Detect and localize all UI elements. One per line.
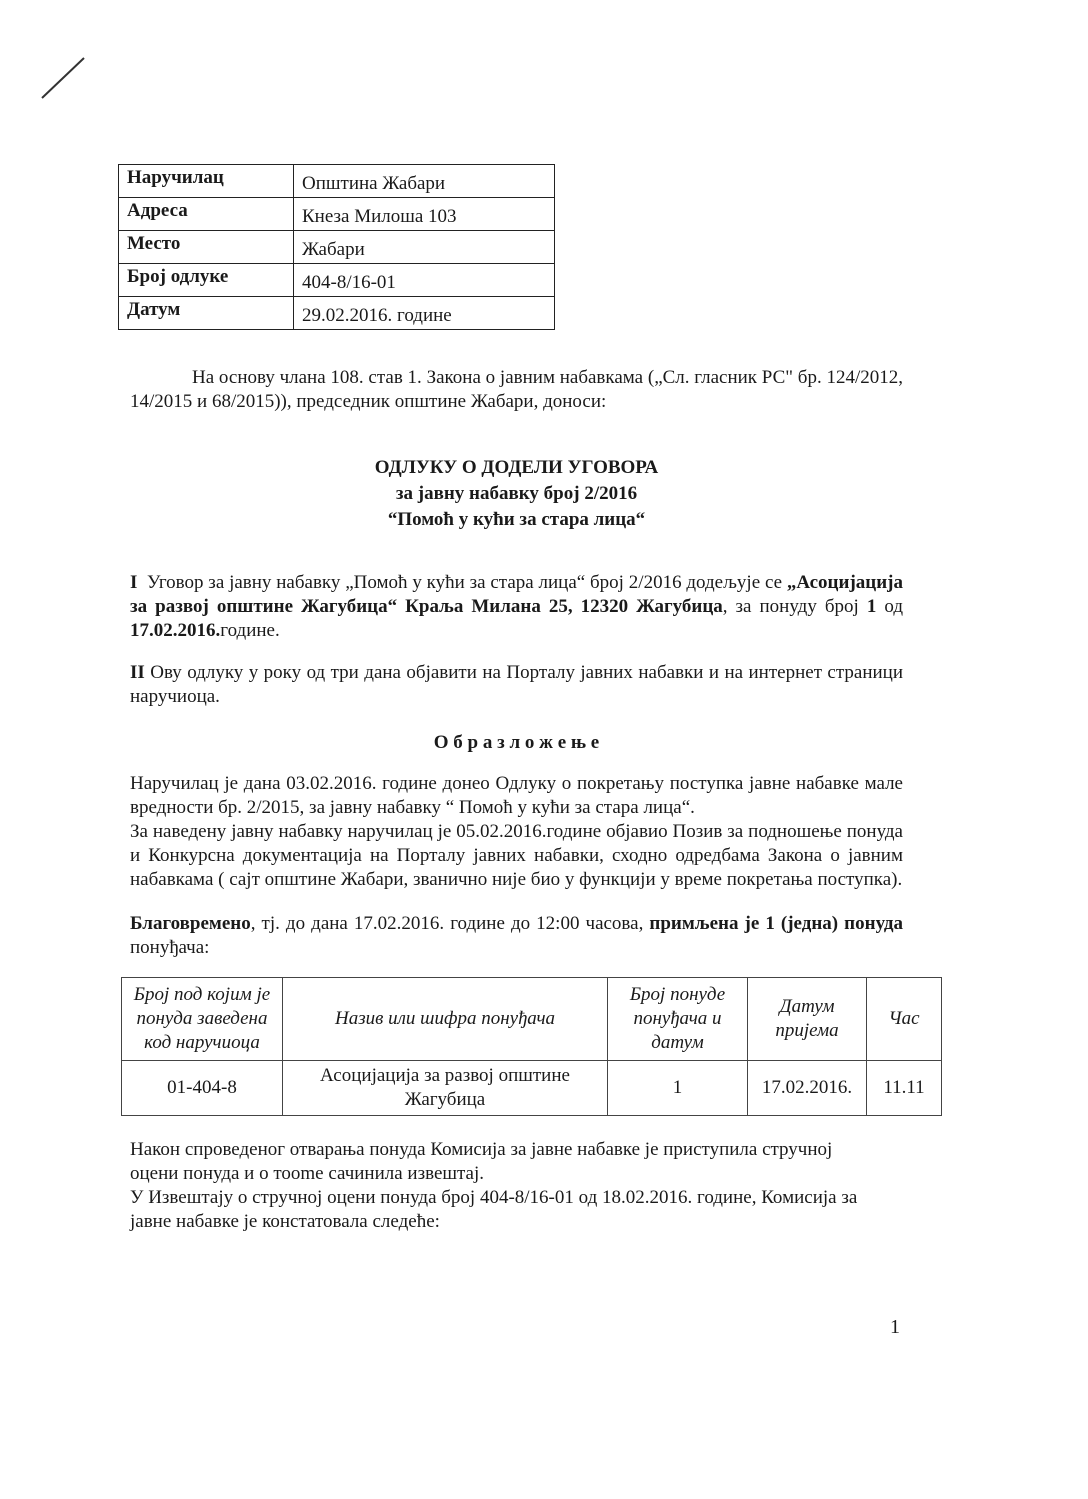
section-1-text: од (876, 596, 903, 617)
table-header-row (122, 978, 942, 1061)
value-cell: Кнеза Милоша 103 (294, 198, 555, 231)
page-number: 1 (890, 1316, 900, 1338)
section-1-paragraph (130, 571, 903, 643)
reasoning-text: понуђача: (130, 937, 210, 958)
section-2-paragraph (130, 661, 903, 709)
label-cell: Адреса (119, 198, 294, 231)
table-cell: 01-404-8 (122, 1061, 283, 1116)
decision-title (130, 455, 903, 533)
table-cell: 1 (608, 1061, 748, 1116)
offers-table (121, 977, 942, 1116)
title-line-2: за јавну набавку број 2/2016 (395, 483, 638, 504)
value-cell: Жабари (294, 231, 555, 264)
reasoning-bold: Благовремено (130, 913, 251, 934)
section-1-text: године. (220, 620, 280, 641)
table-cell: Асоцијација за развој општине Жагубица (283, 1061, 608, 1116)
section-1-number: I (130, 572, 138, 593)
reasoning-paragraph-1: Наручилац је дана 03.02.2016. године донео Одлуку о покретању поступка јавне набавке мале вредности бр. 2/2015, за јавну набавку “ Помоћ у кући за стара лица“. (130, 773, 903, 818)
after-paragraph-1: Након спроведеног отварања понуда Комисија за јавне набавке је приступила стручној оцени понуда и о тоome сачинила извештај. (130, 1139, 833, 1184)
column-header: Назив или шифра понуђача (283, 978, 608, 1061)
after-paragraph-2: У Извештају о стручној оцени понуда број 404-8/16-01 од 18.02.2016. године, Комисија за јавне набавке је констатовала следеће: (130, 1187, 858, 1232)
table-cell: 17.02.2016. (748, 1061, 867, 1116)
label-cell: Датум (119, 297, 294, 330)
reasoning-heading: О б р а з л о ж е њ е (433, 732, 600, 753)
column-header: Час (867, 978, 942, 1061)
header-info-table (118, 164, 555, 330)
table-row (122, 1061, 942, 1116)
intro-paragraph: На основу члана 108. став 1. Закона о јавним набавкама („Сл. гласник РС" бр. 124/2012, 14/2015 и 68/2015)), председник општине Жабари, доноси: (130, 367, 903, 412)
column-header: Број понуде понуђача и датум (608, 978, 748, 1061)
offer-date: 17.02.2016. (130, 620, 221, 641)
table-row (119, 297, 555, 330)
value-cell: 29.02.2016. године (294, 297, 555, 330)
table-row (119, 165, 555, 198)
table-row (119, 231, 555, 264)
title-line-3: “Помоћ у кући за стара лица“ (387, 509, 646, 530)
section-2-number: II (130, 662, 145, 683)
section-1-text: , за понуду број (722, 596, 867, 617)
reasoning-text: , тј. до дана 17.02.2016. године до 12:00 часова, (250, 913, 650, 934)
value-cell: 404-8/16-01 (294, 264, 555, 297)
awardee-name: „Асоцијација за развој општине Жагубица“ Краља Милана 25, 12320 Жагубица (130, 572, 903, 617)
label-cell: Место (119, 231, 294, 264)
section-2-text: Ову одлуку у року од три дана објавити на Порталу јавних набавки и на интернет страници наручиоца. (130, 662, 904, 707)
table-row (119, 264, 555, 297)
section-1-text: Уговор за јавну набавку „Помоћ у кући за стара лица“ број 2/2016 додељује се (147, 572, 787, 593)
reasoning-bold: примљена је 1 (једна) понуда (649, 913, 903, 934)
title-line-1: ОДЛУКУ О ДОДЕЛИ УГОВОРА (374, 457, 659, 478)
offer-number: 1 (866, 596, 877, 617)
column-header: Број под којим је понуда заведена код наручиоца (122, 978, 283, 1061)
reasoning-paragraph-3 (130, 912, 903, 960)
label-cell: Број одлуке (119, 264, 294, 297)
pen-stroke-mark (30, 50, 90, 110)
label-cell: Наручилац (119, 165, 294, 198)
table-cell: 11.11 (867, 1061, 942, 1116)
table-row (119, 198, 555, 231)
reasoning-paragraph-2: За наведену јавну набавку наручилац је 05.02.2016.године објавио Позив за подношење понуда и Конкурсна документација на Порталу јавних набавки, сходно одредбама Закона о јавним набавкама ( сајт општине Жабари, званично није био у функцији у време покретања поступка). (130, 821, 903, 890)
column-header: Датум пријема (748, 978, 867, 1061)
value-cell: Општина Жабари (294, 165, 555, 198)
